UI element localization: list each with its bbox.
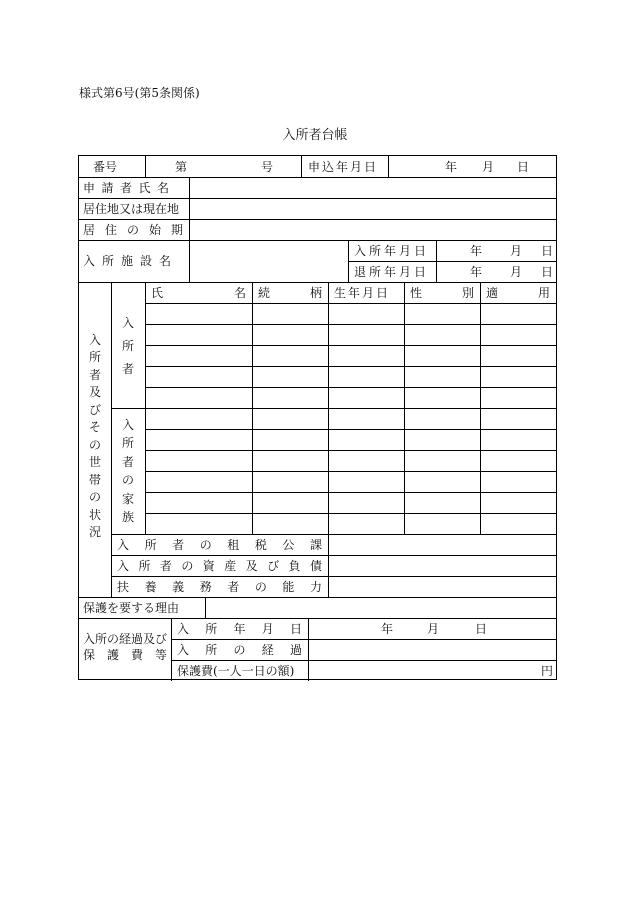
application-day: 日 [517, 160, 530, 174]
discharge-day: 日 [541, 265, 554, 279]
application-date-label: 申込年月日 [308, 160, 379, 174]
admission-day: 日 [541, 244, 554, 258]
application-year: 年 [445, 160, 458, 174]
form-number-header: 様式第6号(第5条関係) [79, 86, 200, 100]
admission-history-label: 入 所 の 経 過 [177, 643, 302, 657]
registry-table [78, 155, 557, 680]
residence-label: 居住地又は現在地 [83, 202, 180, 216]
history-label-1: 入所の経過及び [83, 632, 168, 646]
discharge-date-label: 退所年月日 [354, 265, 430, 279]
col-sex-header: 性 別 [410, 286, 474, 300]
history-year: 年 [381, 622, 394, 636]
col-birth-header: 生年月日 [334, 286, 391, 300]
cost-label: 保護費(一人一日の額) [177, 664, 295, 678]
discharge-year: 年 [470, 265, 483, 279]
admission-date-label: 入所年月日 [354, 244, 430, 258]
resident-label: 入 所 者 [122, 316, 135, 376]
admission-date-label-2: 入 所 年 月 日 [177, 622, 302, 636]
col-notes-header: 適 用 [486, 286, 550, 300]
history-month: 月 [427, 622, 440, 636]
admission-month: 月 [510, 244, 523, 258]
col-relation-header: 続 柄 [258, 286, 322, 300]
admission-year: 年 [470, 244, 483, 258]
document-title: 入所者台帳 [282, 128, 348, 143]
yen-label: 円 [541, 664, 554, 678]
situation-label: 入 所 者 及 び そ の 世 帯 の 状 況 [89, 333, 102, 539]
facility-label: 入所施設名 [83, 254, 179, 268]
tax-label: 入 所 者 の 租 税 公 課 [117, 538, 322, 552]
residence-start-label: 居住の始期 [83, 223, 194, 237]
discharge-month: 月 [510, 265, 523, 279]
history-label-2: 保 護 費 等 [83, 648, 167, 662]
assets-label: 入 所 者 の 資 産 及 び 負 債 [117, 559, 322, 573]
number-dai: 第 [175, 160, 188, 174]
history-day: 日 [475, 622, 488, 636]
col-name-header: 氏 名 [151, 286, 246, 300]
family-label: 入 所 者 の 家 族 [122, 418, 135, 524]
reason-label: 保護を要する理由 [83, 601, 180, 615]
number-label: 番号 [93, 160, 118, 174]
number-go: 号 [261, 160, 274, 174]
application-month: 月 [482, 160, 495, 174]
applicant-name-label: 申請者氏名 [83, 181, 176, 195]
support-label: 扶 養 義 務 者 の 能 力 [117, 580, 322, 594]
